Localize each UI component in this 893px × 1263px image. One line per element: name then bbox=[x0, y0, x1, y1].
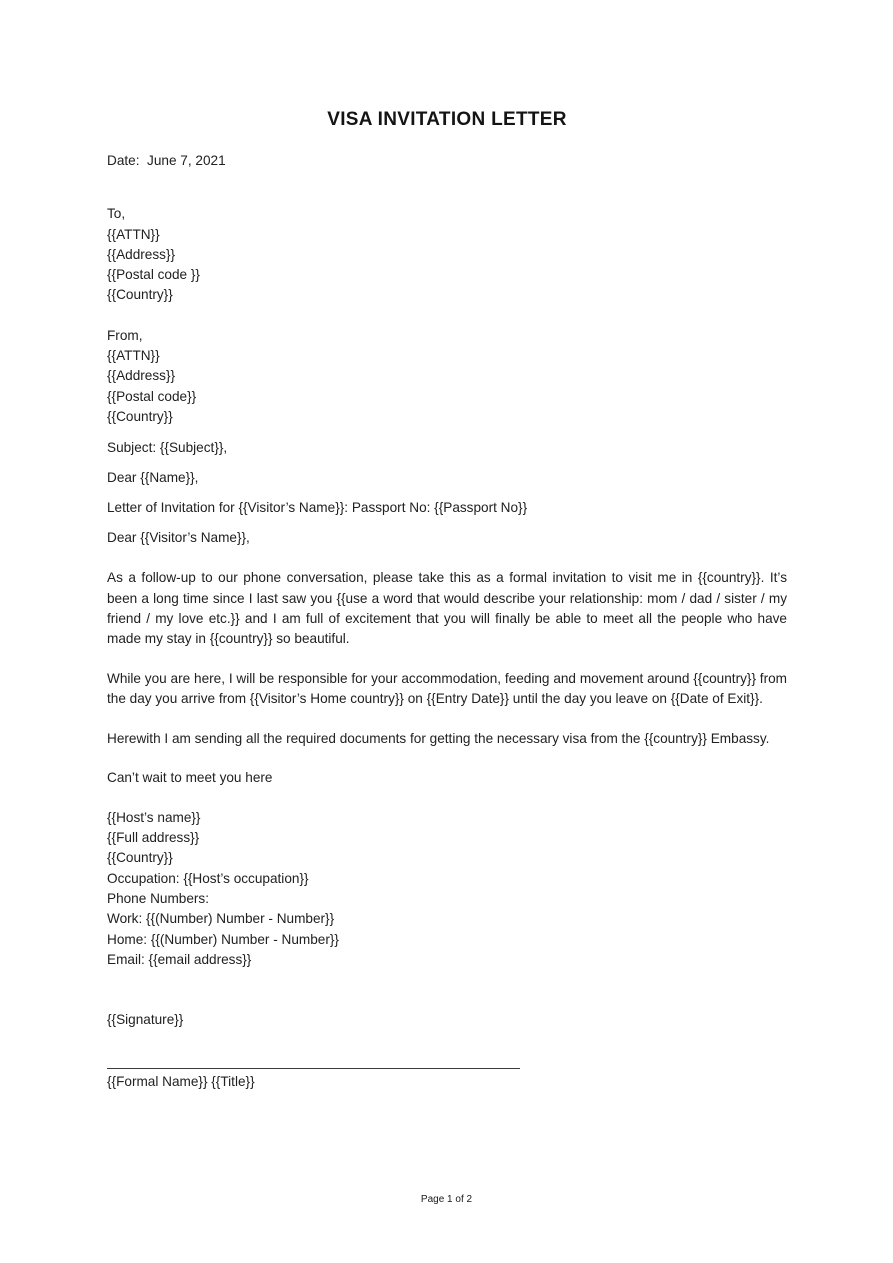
document-title: VISA INVITATION LETTER bbox=[327, 109, 567, 130]
from-address-placeholder: {{Address}} bbox=[107, 368, 176, 384]
to-label: To, bbox=[107, 206, 126, 222]
page-number-label: Page 1 of 2 bbox=[420, 1194, 473, 1205]
phone-numbers-label: Phone Numbers: bbox=[107, 891, 210, 907]
invitation-reference-line: Letter of Invitation for {{Visitor’s Name}}: Passport No: {{Passport No}} bbox=[107, 499, 528, 515]
email-line: Email: {{email address}} bbox=[107, 951, 252, 967]
date-line: Date: June 7, 2021 bbox=[107, 153, 226, 168]
to-postal-code-placeholder: {{Postal code }} bbox=[107, 267, 200, 283]
from-postal-code-placeholder: {{Postal code}} bbox=[107, 388, 197, 404]
to-country-placeholder: {{Country}} bbox=[107, 287, 173, 303]
page-footer bbox=[0, 1194, 893, 1206]
host-name-placeholder: {{Host’s name}} bbox=[107, 809, 201, 825]
host-occupation-line: Occupation: {{Host’s occupation}} bbox=[107, 870, 309, 886]
from-attn-placeholder: {{ATTN}} bbox=[107, 348, 160, 364]
home-phone-line: Home: {{(Number) Number - Number}} bbox=[107, 931, 339, 947]
recipient-address-block bbox=[107, 204, 787, 305]
salutation-name: Dear {{Name}}, bbox=[107, 469, 199, 485]
body-paragraph-1: As a follow-up to our phone conversation, please take this as a formal invitation to visit me in {{country}}. It’s been a long time since I last saw you {{use a word that would describe your relationship: mom / dad / sister / my friend / my love etc.}} and I am full of excitement that you will finally be able to meet all the people who have made my stay in {{country}} so beautiful. bbox=[107, 570, 787, 647]
work-phone-line: Work: {{(Number) Number - Number}} bbox=[107, 911, 335, 927]
to-attn-placeholder: {{ATTN}} bbox=[107, 226, 160, 242]
host-full-address-placeholder: {{Full address}} bbox=[107, 830, 200, 846]
body-paragraph-2: While you are here, I will be responsible for your accommodation, feeding and movement around {{country}} from the day you arrive from {{Visitor’s Home country}} on {{Entry Date}} until the day you leave on {{Date of Exit}}. bbox=[107, 670, 787, 706]
from-label: From, bbox=[107, 327, 143, 343]
sender-address-block bbox=[107, 326, 787, 427]
salutation-visitor: Dear {{Visitor’s Name}}, bbox=[107, 530, 250, 546]
host-details-block bbox=[107, 808, 787, 970]
body-paragraph-3: Herewith I am sending all the required documents for getting the necessary visa from the {{country}} Embassy. bbox=[107, 731, 770, 747]
formal-name-title-line: {{Formal Name}} {{Title}} bbox=[107, 1073, 255, 1089]
host-country-placeholder: {{Country}} bbox=[107, 850, 173, 866]
signature-rule-line bbox=[107, 1068, 520, 1069]
subject-line: Subject: {{Subject}}, bbox=[107, 440, 228, 456]
to-address-placeholder: {{Address}} bbox=[107, 246, 176, 262]
closing-line: Can’t wait to meet you here bbox=[107, 769, 273, 785]
from-country-placeholder: {{Country}} bbox=[107, 408, 173, 424]
signature-placeholder: {{Signature}} bbox=[107, 1012, 184, 1028]
